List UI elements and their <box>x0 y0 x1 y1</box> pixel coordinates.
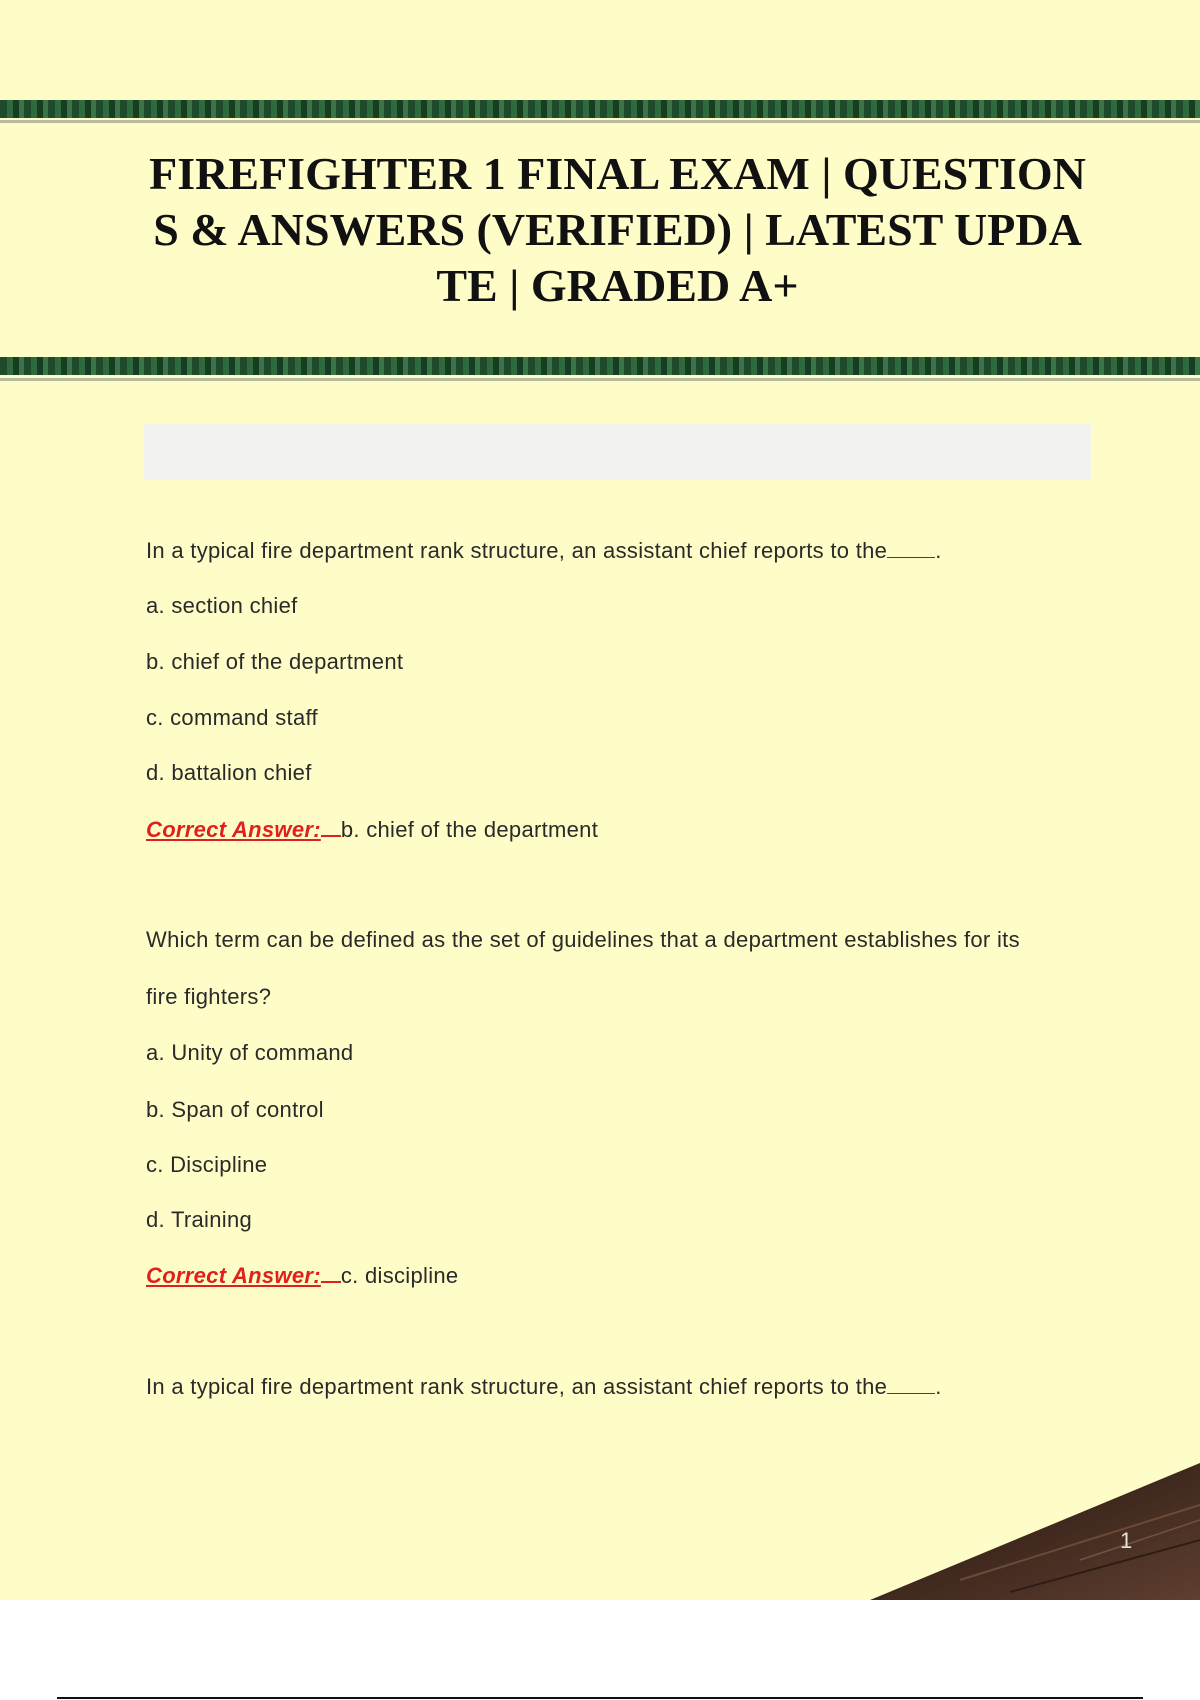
question-1-option-b: b. chief of the department <box>146 649 404 674</box>
question-2-option-c: c. Discipline <box>146 1152 268 1177</box>
correct-answer-label: Correct Answer: <box>146 817 321 842</box>
question-1-text: In a typical fire department rank structure, an assistant chief reports to the . <box>146 538 942 563</box>
question-1-option-a: a. section chief <box>146 593 298 618</box>
correct-answer-value: c. discipline <box>340 1263 459 1288</box>
question-1-option-c: c. command staff <box>146 705 318 730</box>
question-2-option-d: d. Training <box>146 1207 253 1232</box>
correct-answer-value: b. chief of the department <box>340 817 599 842</box>
correct-answer-label: Correct Answer: <box>146 1263 321 1288</box>
question-2-option-b: b. Span of control <box>146 1097 324 1122</box>
question-1-option-d: d. battalion chief <box>146 760 312 785</box>
footer-rule <box>57 1697 1143 1699</box>
page-number: 1 <box>1120 1528 1133 1553</box>
question-2-text-line-1: Which term can be defined as the set of guidelines that a department establishes for its <box>146 927 1020 952</box>
document-title: FIREFIGHTER 1 FINAL EXAM | QUESTIONS & ANSWERS (VERIFIED) | LATEST UPDATE | GRADED A+ <box>149 148 1086 311</box>
question-2-option-a: a. Unity of command <box>146 1040 354 1065</box>
question-2-text-line-2: fire fighters? <box>146 984 272 1009</box>
question-3-text: In a typical fire department rank structure, an assistant chief reports to the . <box>146 1374 942 1399</box>
